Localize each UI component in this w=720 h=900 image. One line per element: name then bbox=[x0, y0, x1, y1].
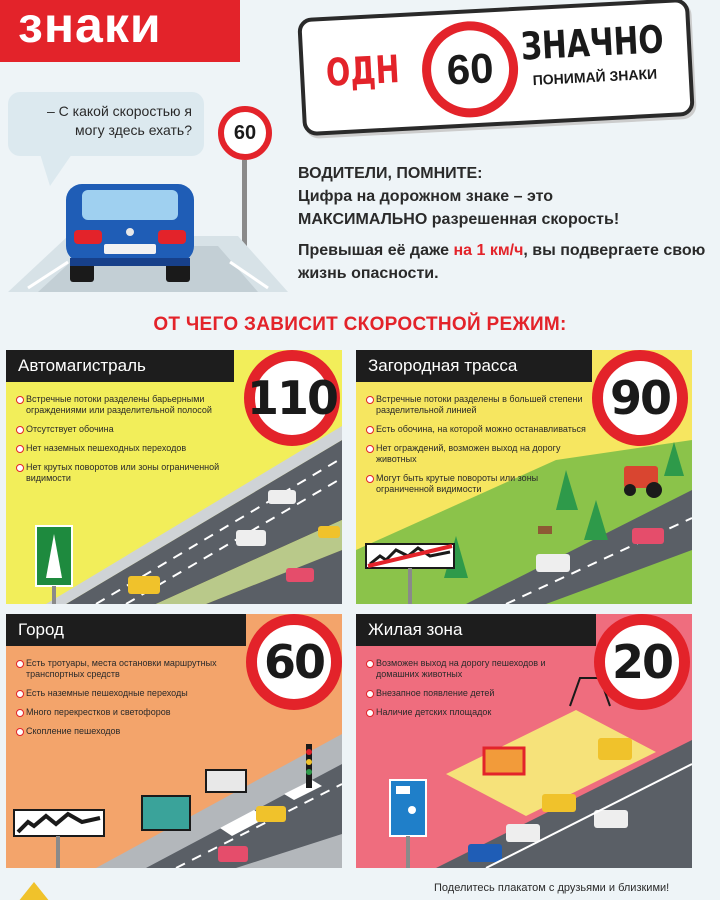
panel-title: Жилая зона bbox=[356, 614, 596, 646]
list-item: Внезапное появление детей bbox=[366, 688, 586, 699]
speech-bubble: – С какой скоростью я могу здесь ехать? bbox=[8, 92, 204, 156]
reminder-emphasis: МАКСИМАЛЬНО bbox=[298, 211, 428, 228]
reminder-line2 bbox=[298, 208, 708, 231]
speed-sign-90: 90 bbox=[592, 350, 688, 446]
list-item: Есть обочина, на которой можно останавливаться bbox=[366, 424, 586, 435]
list-item: Нет наземных пешеходных переходов bbox=[16, 443, 236, 454]
campaign-logo bbox=[297, 0, 695, 136]
driver-reminder bbox=[298, 162, 708, 285]
speed-sign-110: 110 bbox=[244, 350, 340, 446]
list-item: Нет крутых поворотов или зоны ограниченной видимости bbox=[16, 462, 236, 484]
page-title: знаки bbox=[18, 0, 162, 53]
reminder-line1: Цифра на дорожном знаке – это bbox=[298, 188, 553, 205]
section-title: ОТ ЧЕГО ЗАВИСИТ СКОРОСТНОЙ РЕЖИМ: bbox=[153, 314, 567, 335]
reminder-line2-rest: разрешенная скорость! bbox=[427, 211, 620, 228]
share-text: Поделитесь плакатом с друзьями и близкими! bbox=[434, 882, 670, 894]
warning-highlight: на 1 км/ч bbox=[453, 242, 524, 259]
list-item: Есть наземные пешеходные переходы bbox=[16, 688, 236, 699]
residential-conditions bbox=[366, 658, 586, 726]
list-item: Есть тротуары, места остановки маршрутных транспортных средств bbox=[16, 658, 236, 680]
city-conditions bbox=[16, 658, 236, 745]
list-item: Наличие детских площадок bbox=[366, 707, 586, 718]
list-item: Встречные потоки разделены в большей степени разделительной линией bbox=[366, 394, 586, 416]
logo-tagline: ПОНИМАЙ ЗНАКИ bbox=[532, 65, 658, 89]
panel-title: Автомагистраль bbox=[6, 350, 234, 382]
logo-part1: ОДН bbox=[324, 47, 401, 95]
warning-start: Превышая её даже bbox=[298, 242, 454, 259]
panel-city bbox=[6, 614, 342, 868]
speed-limit-sign-small: 60 bbox=[218, 106, 272, 160]
warning-end: , вы подвергаете свою жизнь опасности. bbox=[298, 242, 706, 282]
panel-residential bbox=[356, 614, 692, 868]
panel-title: Город bbox=[6, 614, 246, 646]
list-item: Могут быть крутые повороты или зоны ограниченной видимости bbox=[366, 473, 586, 495]
speed-sign-60: 60 bbox=[246, 614, 342, 710]
title-banner bbox=[0, 0, 240, 62]
list-item: Много перекрестков и светофоров bbox=[16, 707, 236, 718]
panel-title: Загородная трасса bbox=[356, 350, 592, 382]
country-conditions bbox=[366, 394, 586, 503]
car-road-illustration bbox=[8, 176, 288, 292]
list-item: Возможен выход на дорогу пешеходов и домашних животных bbox=[366, 658, 586, 680]
highway-conditions bbox=[16, 394, 236, 492]
list-item: Встречные потоки разделены барьерными ограждениями или разделительной полосой bbox=[16, 394, 236, 416]
reminder-warning bbox=[298, 239, 708, 285]
panel-highway bbox=[6, 350, 342, 604]
logo-part2: ЗНАЧНО bbox=[519, 17, 665, 69]
footer bbox=[0, 878, 720, 900]
logo-speed-circle: 60 bbox=[420, 19, 521, 120]
list-item: Скопление пешеходов bbox=[16, 726, 236, 737]
reminder-heading: ВОДИТЕЛИ, ПОМНИТЕ: bbox=[298, 165, 483, 182]
organization-logo-icon bbox=[14, 880, 74, 900]
panel-country-road bbox=[356, 350, 692, 604]
list-item: Отсутствует обочина bbox=[16, 424, 236, 435]
speed-sign-20: 20 bbox=[594, 614, 690, 710]
list-item: Нет ограждений, возможен выход на дорогу животных bbox=[366, 443, 586, 465]
